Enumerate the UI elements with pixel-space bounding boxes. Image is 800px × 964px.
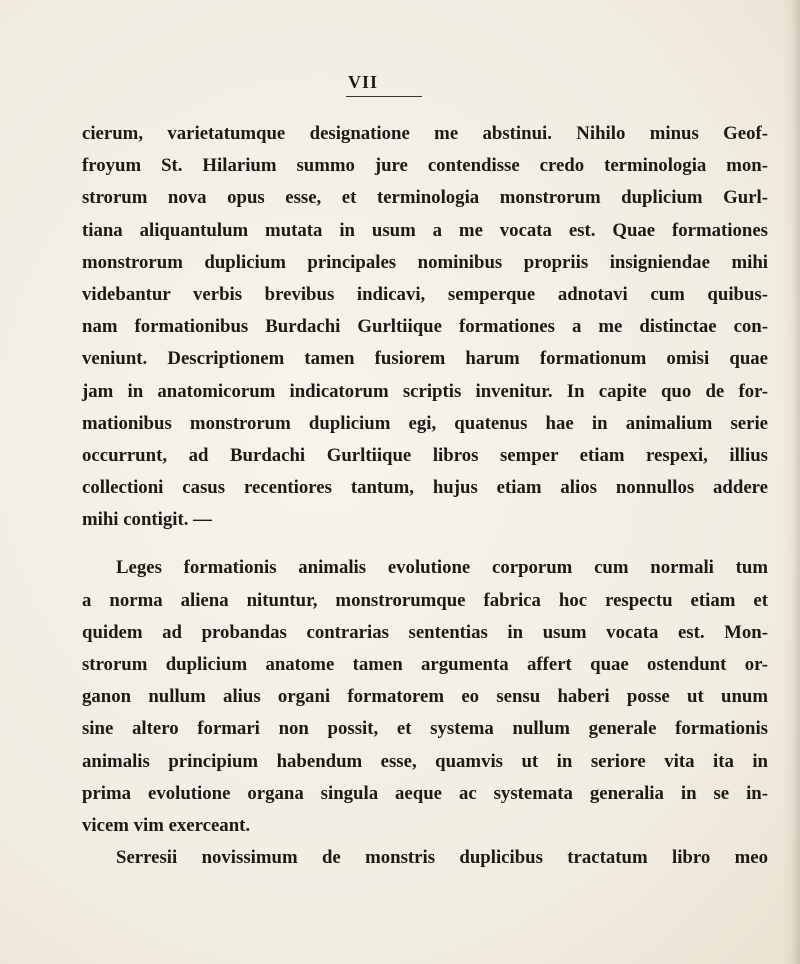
page-number: VII <box>348 72 379 92</box>
text-line: Serresii novissimum de monstris duplicibus tractatum libro meo <box>116 847 768 869</box>
text-line: cierum, varietatumque designatione me abstinui. Nihilo minus Geof- <box>82 123 768 144</box>
text-line: tiana aliquantulum mutata in usum a me vocata est. Quae formationes <box>82 219 768 241</box>
body-text <box>82 118 768 874</box>
text-line: mihi contigit. — <box>82 509 212 531</box>
header-rule <box>346 96 422 97</box>
page-edge-shadow <box>782 0 800 964</box>
text-line: nam formationibus Burdachi Gurltiique formationes a me distinctae con- <box>82 316 768 338</box>
paragraph-1 <box>82 118 768 536</box>
text-line: animalis principium habendum esse, quamvis ut in seriore vita ita in <box>82 750 768 772</box>
text-line: videbantur verbis brevibus indicavi, semperque adnotavi cum quibus- <box>82 283 768 305</box>
text-line: prima evolutione organa singula aeque ac systemata generalia in se in- <box>82 782 768 804</box>
text-line: strorum nova opus esse, et terminologia monstrorum duplicium Gurl- <box>82 187 768 209</box>
paragraph-2 <box>82 552 768 842</box>
paragraph-3 <box>82 842 768 874</box>
text-line: Leges formationis animalis evolutione corporum cum normali tum <box>116 557 768 579</box>
text-line: ganon nullum alius organi formatorem eo sensu haberi posse ut unum <box>82 686 768 708</box>
text-line: occurrunt, ad Burdachi Gurltiique libros semper etiam respexi, illius <box>82 444 768 466</box>
paragraph-gap <box>82 536 768 552</box>
text-line: sine altero formari non possit, et systema nullum generale formationis <box>82 718 768 740</box>
text-line: jam in anatomicorum indicatorum scriptis invenitur. In capite quo de for- <box>82 380 768 402</box>
text-line: mationibus monstrorum duplicium egi, quatenus hae in animalium serie <box>82 412 768 434</box>
text-line: strorum duplicium anatome tamen argumenta affert quae ostendunt or- <box>82 654 768 675</box>
text-line: quidem ad probandas contrarias sententias in usum vocata est. Mon- <box>82 621 768 643</box>
text-line: froyum St. Hilarium summo jure contendisse credo terminologia mon- <box>82 155 768 177</box>
text-line: collectioni casus recentiores tantum, hujus etiam alios nonnullos addere <box>82 477 768 499</box>
text-line: a norma aliena nituntur, monstrorumque fabrica hoc respectu etiam et <box>82 589 768 611</box>
text-line: veniunt. Descriptionem tamen fusiorem harum formationum omisi quae <box>82 348 768 370</box>
text-line: vicem vim exerceant. <box>82 814 251 836</box>
text-line: monstrorum duplicium principales nominibus propriis insigniendae mihi <box>82 251 768 273</box>
